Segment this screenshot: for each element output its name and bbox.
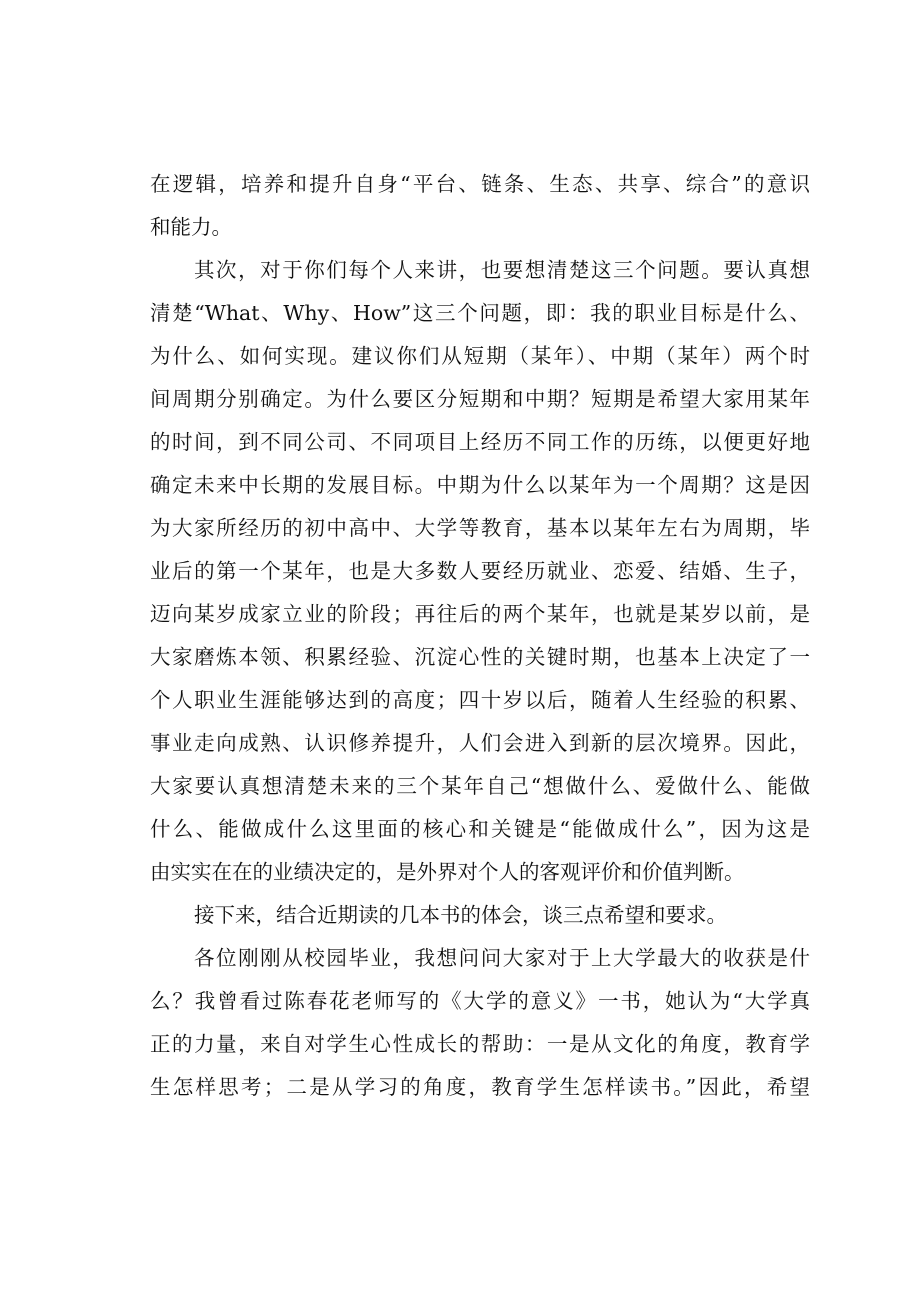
text-line: 正的力量，来自对学生心性成长的帮助：一是从文化的角度，教育学: [150, 1032, 810, 1056]
text-line: 的时间，到不同公司、不同项目上经历不同工作的历练，以便更好地: [150, 430, 810, 454]
text-line: 个人职业生涯能够达到的高度；四十岁以后，随着人生经验的积累、: [150, 688, 810, 712]
text-line: 由实实在在的业绩决定的，是外界对个人的客观评价和价值判断。: [150, 860, 745, 884]
text-line: 清楚“What、Why、How”这三个问题，即：我的职业目标是什么、: [150, 301, 810, 325]
text-line: 各位刚刚从校园毕业，我想问问大家对于上大学最大的收获是什: [194, 946, 810, 970]
text-line: 其次，对于你们每个人来讲，也要想清楚这三个问题。要认真想: [194, 258, 810, 282]
text-line: 业后的第一个某年，也是大多数人要经历就业、恋爱、结婚、生子，: [150, 559, 810, 583]
text-line: 和能力。: [150, 215, 232, 239]
text-line: 什么、能做成什么这里面的核心和关键是“能做成什么”，因为这是: [150, 817, 810, 841]
paragraph-3: [150, 894, 810, 937]
text-line: 为大家所经历的初中高中、大学等教育，基本以某年左右为周期，毕: [150, 516, 810, 540]
text-line: 么？我曾看过陈春花老师写的《大学的意义》一书，她认为“大学真: [150, 989, 810, 1013]
text-line: 在逻辑，培养和提升自身“平台、链条、生态、共享、综合”的意识: [150, 172, 810, 196]
text-line: 接下来，结合近期读的几本书的体会，谈三点希望和要求。: [194, 903, 727, 927]
text-line: 迈向某岁成家立业的阶段；再往后的两个某年，也就是某岁以前，是: [150, 602, 810, 626]
text-line: 确定未来中长期的发展目标。中期为什么以某年为一个周期？这是因: [150, 473, 810, 497]
text-line: 大家磨炼本领、积累经验、沉淀心性的关键时期，也基本上决定了一: [150, 645, 810, 669]
paragraph-2: [150, 249, 810, 894]
text-line: 为什么、如何实现。建议你们从短期（某年）、中期（某年）两个时: [150, 344, 810, 368]
text-line: 事业走向成熟、认识修养提升，人们会进入到新的层次境界。因此，: [150, 731, 810, 755]
paragraph-4: [150, 937, 810, 1109]
paragraph-1: [150, 163, 810, 249]
text-line: 间周期分别确定。为什么要区分短期和中期？短期是希望大家用某年: [150, 387, 810, 411]
text-line: 生怎样思考；二是从学习的角度，教育学生怎样读书。”因此，希望: [150, 1075, 810, 1099]
text-line: 大家要认真想清楚未来的三个某年自己“想做什么、爱做什么、能做: [150, 774, 810, 798]
body-text: [150, 163, 810, 1109]
